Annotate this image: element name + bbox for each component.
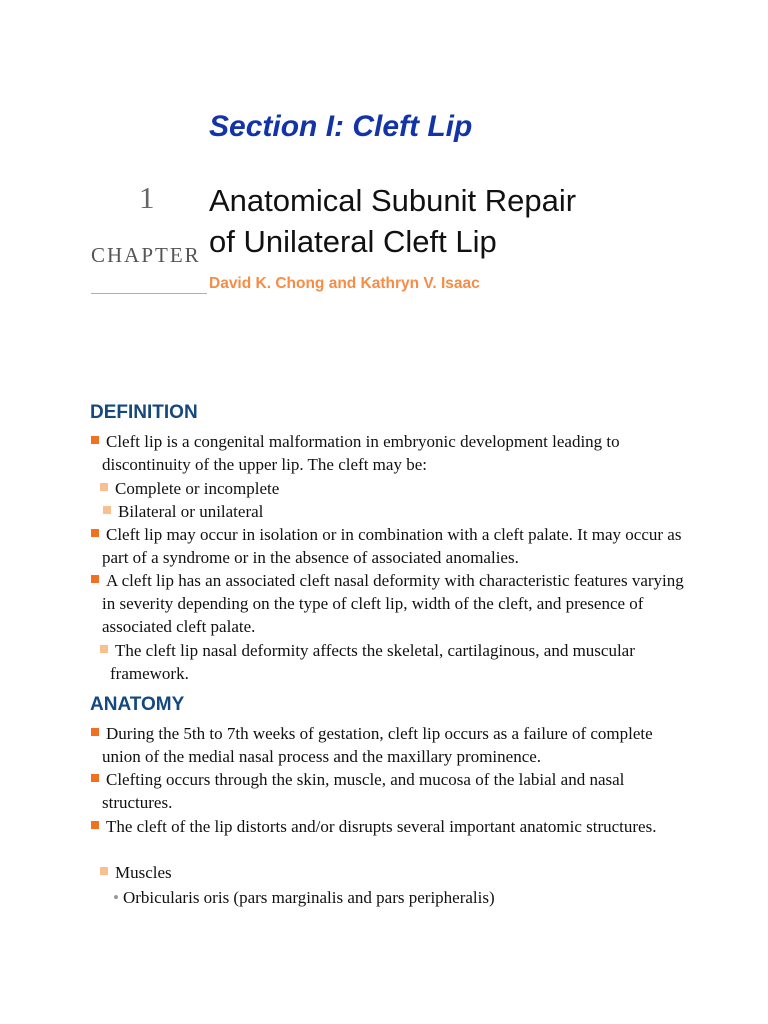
- list-item: [91, 430, 692, 476]
- list-item: [91, 523, 692, 569]
- anatomy-heading: ANATOMY: [90, 694, 185, 715]
- section-title: Section I: Cleft Lip: [209, 110, 473, 143]
- square-bullet-icon: [91, 575, 99, 583]
- list-item: [100, 477, 695, 500]
- list-item-text: Cleft lip may occur in isolation or in combination with a cleft palate. It may occur as part of a syndrome or in the absence of associated anomalies.: [102, 525, 682, 567]
- list-item-text: A cleft lip has an associated cleft nasal deformity with characteristic features varying in severity depending on the type of cleft lip, width of the cleft, and presence of associated cleft palate.: [102, 571, 684, 636]
- list-item-text: Clefting occurs through the skin, muscle, and mucosa of the labial and nasal structures.: [102, 770, 625, 812]
- chapter-title: [209, 180, 576, 262]
- list-item-text: Muscles: [115, 863, 172, 882]
- square-bullet-icon: [103, 506, 111, 514]
- round-bullet-icon: •: [113, 888, 119, 907]
- chapter-authors: David K. Chong and Kathryn V. Isaac: [209, 275, 480, 292]
- chapter-title-line-2: of Unilateral Cleft Lip: [209, 224, 497, 259]
- list-item: [91, 722, 692, 768]
- list-item-text: Orbicularis oris (pars marginalis and pars peripheralis): [122, 888, 495, 907]
- list-item: [100, 861, 695, 884]
- list-item-text: The cleft of the lip distorts and/or disrupts several important anatomic structures.: [106, 817, 657, 836]
- list-item-text: The cleft lip nasal deformity affects the skeletal, cartilaginous, and muscular framework.: [110, 641, 635, 683]
- definition-heading: DEFINITION: [90, 402, 198, 423]
- square-bullet-icon: [91, 821, 99, 829]
- square-bullet-icon: [91, 728, 99, 736]
- list-item: [100, 639, 695, 685]
- list-item-text: Bilateral or unilateral: [118, 502, 264, 521]
- list-item: [103, 500, 698, 523]
- square-bullet-icon: [100, 645, 108, 653]
- list-item: [91, 768, 692, 814]
- chapter-title-line-1: Anatomical Subunit Repair: [209, 183, 577, 218]
- chapter-label: CHAPTER: [91, 243, 201, 267]
- chapter-divider: [91, 293, 207, 294]
- list-item: [91, 569, 692, 638]
- list-item-text: Complete or incomplete: [115, 479, 280, 498]
- list-item: [91, 815, 692, 838]
- list-item: [113, 886, 673, 909]
- square-bullet-icon: [91, 774, 99, 782]
- list-item-text: During the 5th to 7th weeks of gestation, cleft lip occurs as a failure of complete union of the medial nasal process and the maxillary prominence.: [102, 724, 653, 766]
- square-bullet-icon: [91, 436, 99, 444]
- chapter-number: 1: [139, 180, 155, 215]
- list-item-text: Cleft lip is a congenital malformation in embryonic development leading to discontinuity of the upper lip. The cleft may be:: [102, 432, 620, 474]
- square-bullet-icon: [91, 529, 99, 537]
- square-bullet-icon: [100, 867, 108, 875]
- square-bullet-icon: [100, 483, 108, 491]
